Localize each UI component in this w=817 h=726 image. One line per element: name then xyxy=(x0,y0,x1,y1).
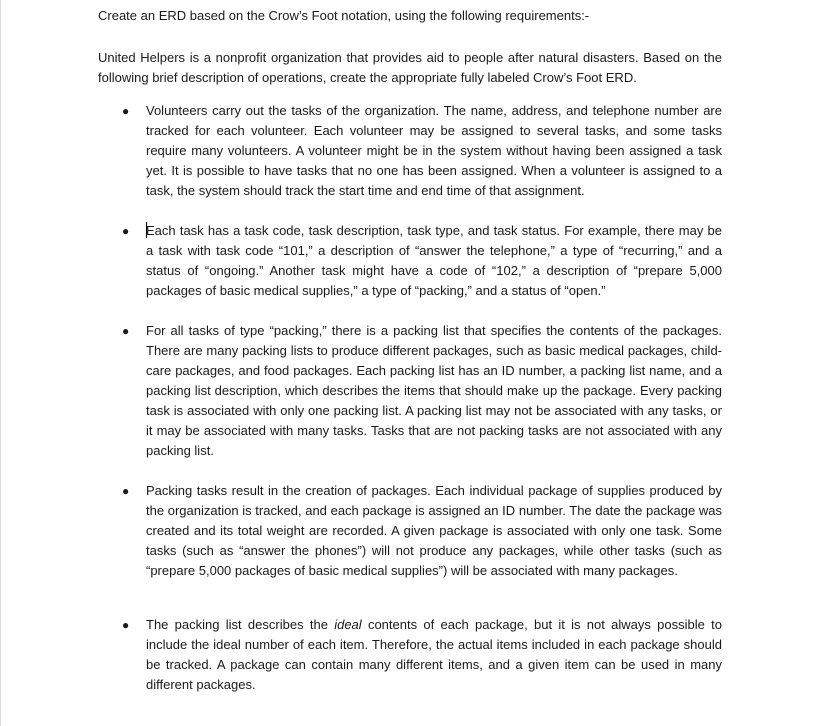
list-item-text-start: The packing list describes the xyxy=(146,617,335,632)
bullet-icon: ● xyxy=(122,224,130,238)
list-item xyxy=(98,221,722,301)
list-item-text-end: contents of each package, but it is not always possible to include the ideal number of each item. Therefore, the actual items included in each package should be tracked. A package can contain many different items, and a given item can be used in many different packages. xyxy=(146,617,722,692)
list-item-text: For all tasks of type “packing,” there is a packing list that specifies the contents of the packages. There are many packing lists to produce different packages, such as basic medical packages, child-care packages, and food packages. Each packing list has an ID number, a packing list name, and a packing list description, which describes the items that should make up the package. Every packing task is associated with only one packing list. A packing list may not be associated with any tasks, or it may be associated with many tasks. Tasks that are not packing tasks are not associated with any packing list. xyxy=(146,323,722,458)
document-heading: Create an ERD based on the Crow’s Foot notation, using the following requirements:- xyxy=(98,8,590,23)
list-item-emphasis: ideal xyxy=(334,617,362,632)
list-item xyxy=(98,481,722,581)
bullet-icon: ● xyxy=(122,104,130,118)
page-left-edge xyxy=(0,0,1,726)
list-item xyxy=(98,321,722,461)
requirements-list xyxy=(98,101,722,695)
intro-paragraph: United Helpers is a nonprofit organization that provides aid to people after natural disasters. Based on the following brief description of operations, create the appropriate fully labeled Crow’s Foot ERD. xyxy=(98,50,722,85)
list-item-text: Volunteers carry out the tasks of the organization. The name, address, and telephone number are tracked for each volunteer. Each volunteer may be assigned to several tasks, and some tasks require many volunteers. A volunteer might be in the system without having been assigned a task yet. It is possible to have tasks that no one has been assigned. When a volunteer is assigned to a task, the system should track the start time and end time of that assignment. xyxy=(146,103,722,198)
bullet-icon: ● xyxy=(122,618,130,632)
list-item xyxy=(98,101,722,201)
list-item-text: Packing tasks result in the creation of packages. Each individual package of supplies produced by the organization is tracked, and each package is assigned an ID number. The date the package was created and its total weight are recorded. A given package is associated with only one task. Some tasks (such as “answer the phones”) will not produce any packages, while other tasks (such as “prepare 5,000 packages of basic medical supplies”) will be associated with many packages. xyxy=(146,483,722,578)
list-item xyxy=(98,615,722,695)
document-page xyxy=(98,6,722,695)
bullet-icon: ● xyxy=(122,324,130,338)
list-item-text: Each task has a task code, task description, task type, and task status. For example, there may be a task with task code “101,” a description of “answer the telephone,” a type of “recurring,” and a status of “ongoing.” Another task might have a code of “102,” a description of “prepare 5,000 packages of basic medical supplies,” a type of “packing,” and a status of “open.” xyxy=(146,223,722,298)
bullet-icon: ● xyxy=(122,484,130,498)
